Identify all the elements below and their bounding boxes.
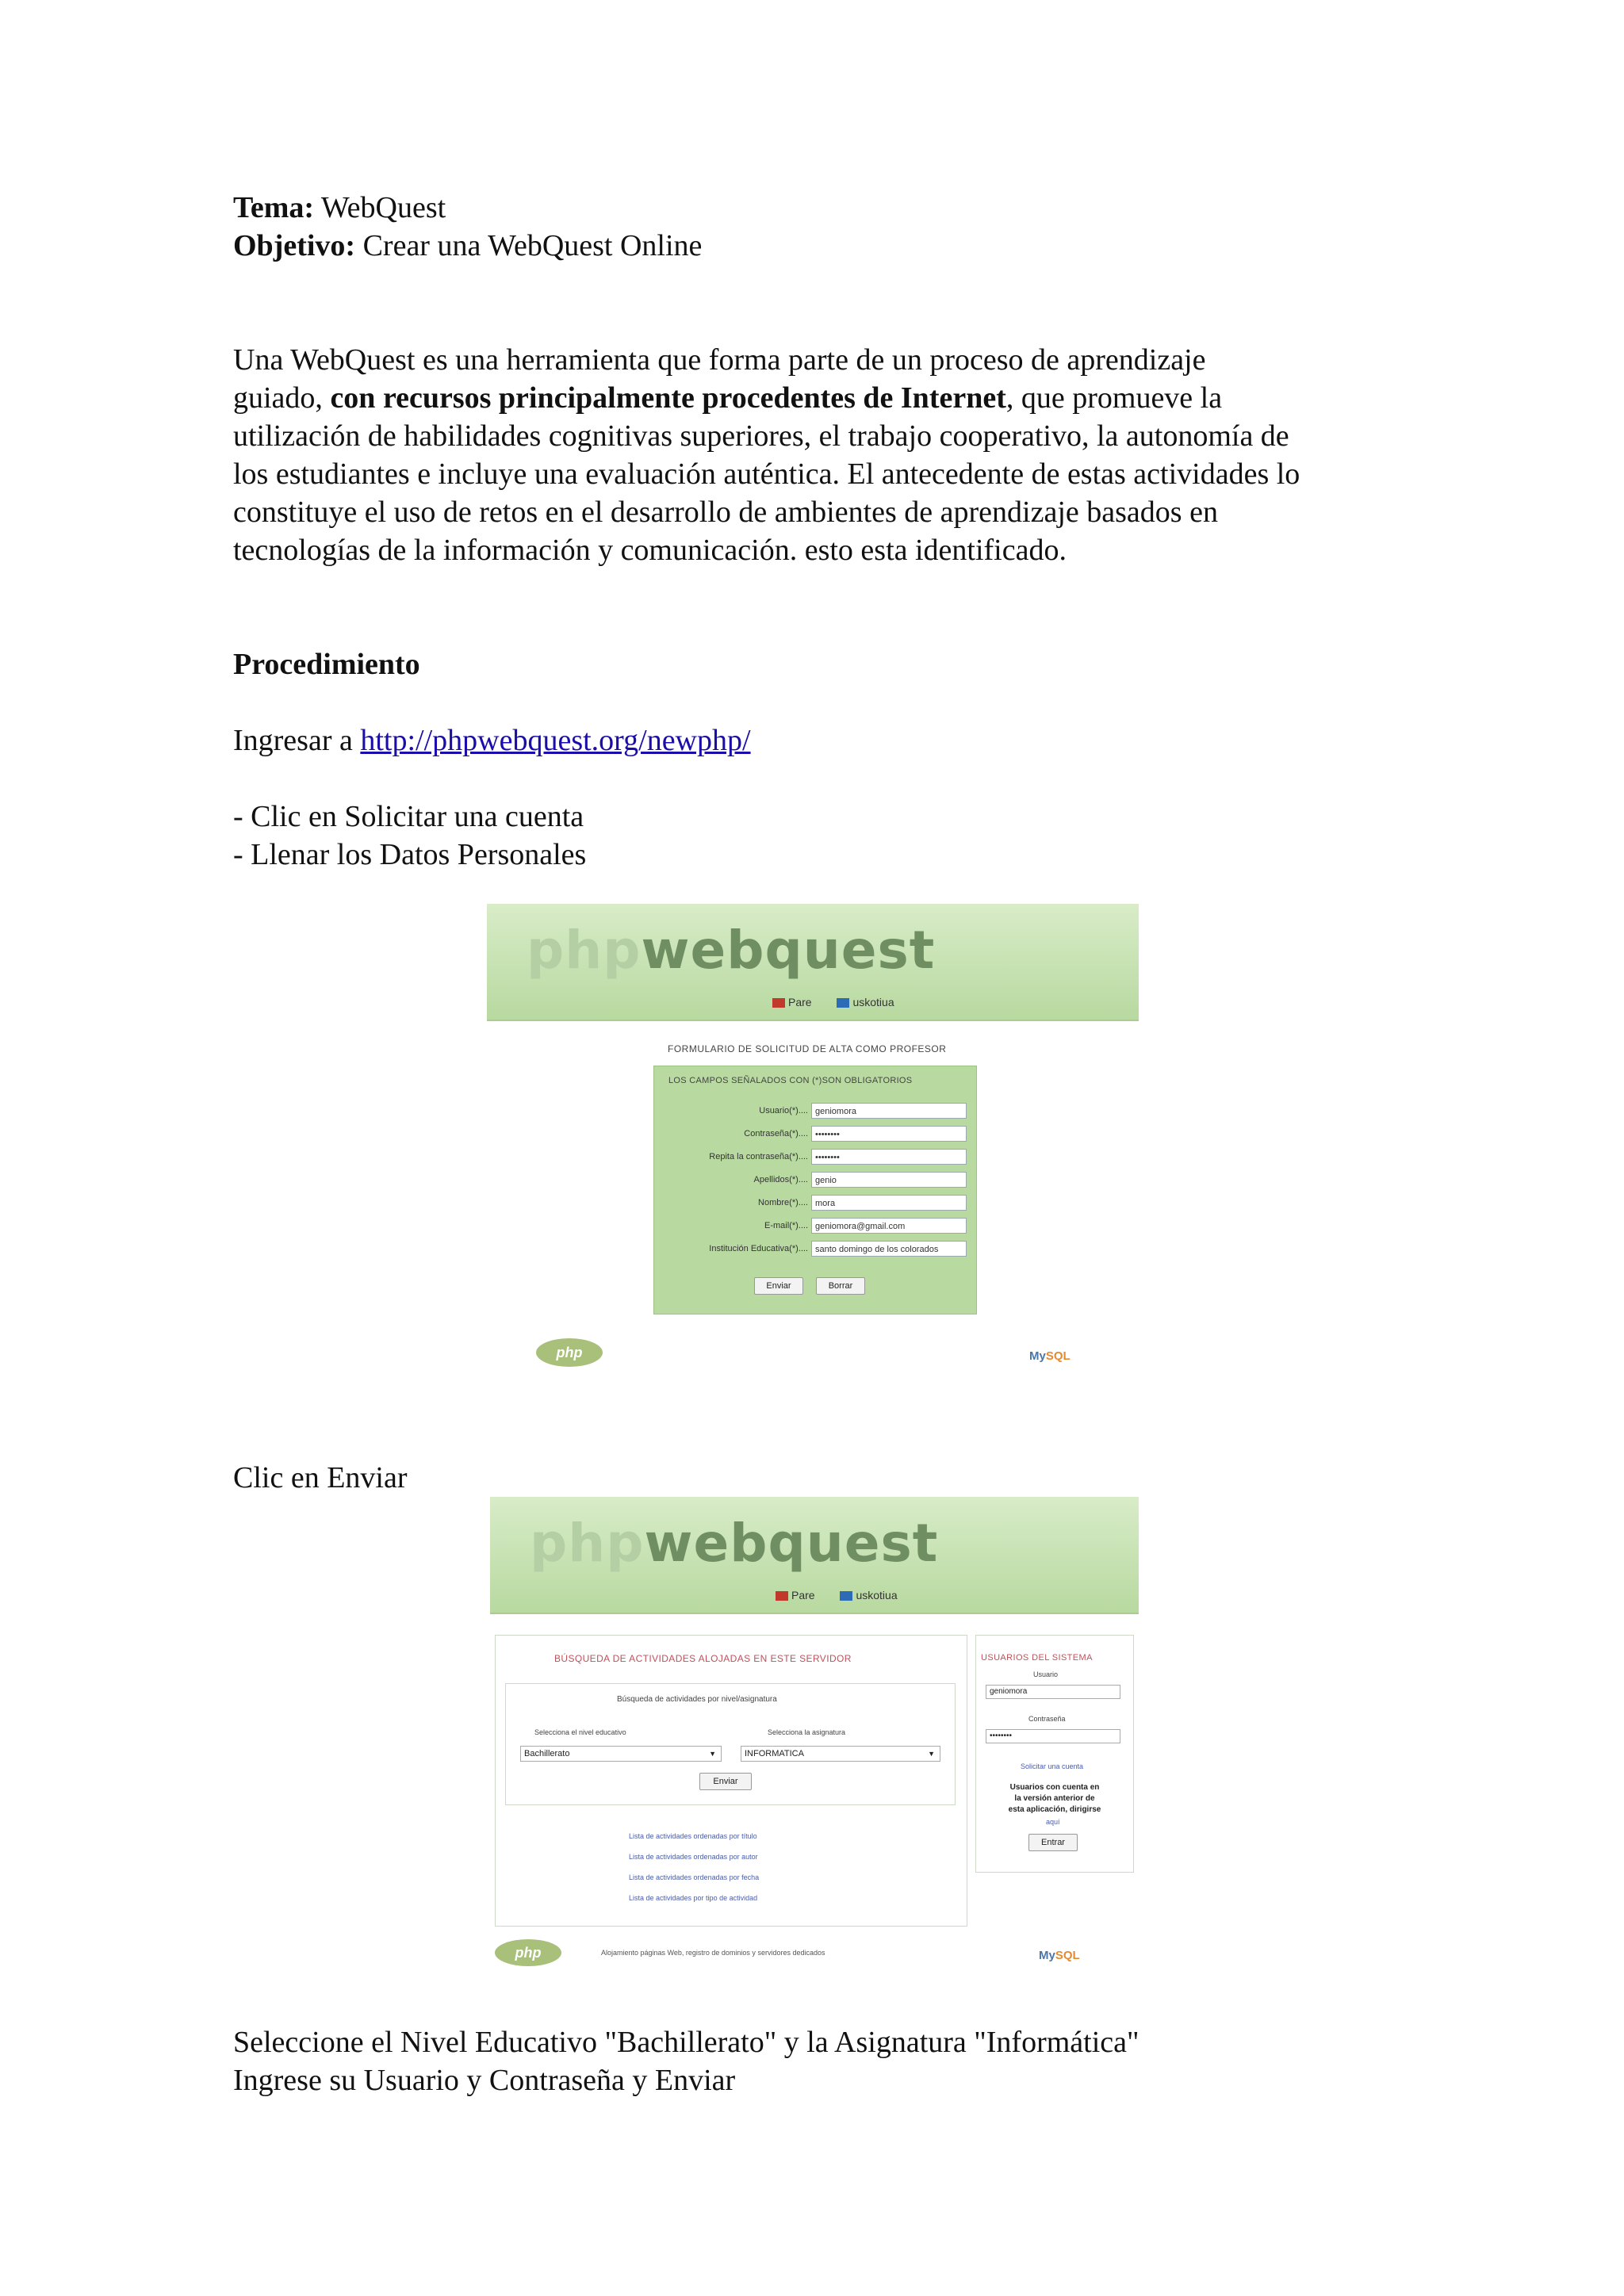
objetivo-label: Objetivo: xyxy=(233,229,356,262)
tema-line xyxy=(233,189,1423,227)
old-version-note-3: esta aplicación, dirigirse xyxy=(1008,1805,1101,1814)
login-usuario-input[interactable]: geniomora xyxy=(986,1685,1120,1699)
flag-icon xyxy=(840,1591,852,1601)
lang-option-1[interactable]: Pare xyxy=(776,1589,826,1601)
intro-line-1: Una WebQuest es una herramienta que forma parte de un proceso de aprendizaje xyxy=(233,343,1206,377)
chevron-down-icon: ▼ xyxy=(928,1750,935,1758)
search-form xyxy=(505,1683,956,1805)
field-row xyxy=(654,1147,976,1168)
intro-line-2a: guiado, xyxy=(233,381,331,415)
ingresar-line xyxy=(233,721,1423,760)
search-title: BÚSQUEDA DE ACTIVIDADES ALOJADAS EN ESTE SERVIDOR xyxy=(554,1653,852,1664)
old-version-note-2: la versión anterior de xyxy=(1014,1794,1095,1803)
tema-value: WebQuest xyxy=(314,191,446,224)
login-password-input[interactable]: •••••••• xyxy=(986,1729,1120,1743)
step-2: - Llenar los Datos Personales xyxy=(233,838,587,871)
step-1: - Clic en Solicitar una cuenta xyxy=(233,800,584,833)
registration-form xyxy=(653,1066,977,1314)
flag-icon xyxy=(772,998,785,1008)
intro-line-2 xyxy=(233,379,1423,417)
lang-option-1[interactable]: Pare xyxy=(772,996,823,1008)
nivel-select[interactable]: Bachillerato ▼ xyxy=(520,1746,722,1762)
procedure-heading: Procedimiento xyxy=(233,648,420,681)
mysql-logo: MySQL xyxy=(1029,1349,1071,1363)
form-required-note: LOS CAMPOS SEÑALADOS CON (*)SON OBLIGATORIOS xyxy=(668,1076,913,1085)
banner xyxy=(490,1497,1139,1614)
phpwebquest-logo: phpwebquest xyxy=(530,1513,939,1574)
field-label: Apellidos(*).... xyxy=(753,1175,808,1184)
intro-line-3: utilización de habilidades cognitivas superiores, el trabajo cooperativo, la autonomía de xyxy=(233,419,1289,453)
users-title: USUARIOS DEL SISTEMA xyxy=(981,1653,1093,1663)
borrar-button[interactable]: Borrar xyxy=(816,1277,865,1295)
field-row xyxy=(654,1101,976,1122)
lang-option-2[interactable]: uskotiua xyxy=(840,1589,908,1601)
enviar-button[interactable]: Enviar xyxy=(754,1277,803,1295)
php-logo: php xyxy=(536,1338,603,1367)
final-line-1: Seleccione el Nivel Educativo "Bachillerato" y la Asignatura "Informática" xyxy=(233,2026,1139,2059)
clic-enviar-text: Clic en Enviar xyxy=(233,1461,408,1494)
objetivo-line xyxy=(233,227,1423,265)
ingresar-text: Ingresar a xyxy=(233,724,361,757)
document-body xyxy=(233,189,1423,874)
footer-hosting-text: Alojamiento páginas Web, registro de dominios y servidores dedicados xyxy=(601,1949,825,1957)
tema-label: Tema: xyxy=(233,191,315,224)
intro-line-6: tecnologías de la información y comunicación. esto esta identificado. xyxy=(233,534,1067,567)
apellidos-input[interactable]: genio xyxy=(811,1172,967,1188)
language-selector xyxy=(772,996,917,1008)
search-panel xyxy=(495,1635,967,1927)
usuario-label: Usuario xyxy=(1033,1670,1059,1678)
intro-line-2c: , que promueve la xyxy=(1005,381,1223,415)
password-label: Contraseña xyxy=(1028,1715,1066,1723)
nivel-label: Selecciona el nivel educativo xyxy=(534,1728,626,1736)
field-row xyxy=(654,1193,976,1214)
institucion-input[interactable]: santo domingo de los colorados xyxy=(811,1241,967,1257)
banner xyxy=(487,904,1139,1021)
field-label: Institución Educativa(*).... xyxy=(709,1244,808,1253)
phpwebquest-logo: phpwebquest xyxy=(527,920,936,981)
search-subtitle: Búsqueda de actividades por nivel/asignatura xyxy=(617,1695,777,1704)
field-label: Usuario(*).... xyxy=(759,1106,808,1115)
list-link-date[interactable]: Lista de actividades ordenadas por fecha xyxy=(629,1873,760,1881)
field-label: Nombre(*).... xyxy=(758,1198,808,1207)
flag-icon xyxy=(837,998,849,1008)
password-input[interactable]: •••••••• xyxy=(811,1126,967,1142)
aqui-link[interactable]: aquí xyxy=(1046,1818,1060,1826)
old-version-note-1: Usuarios con cuenta en xyxy=(1009,1783,1100,1792)
php-logo: php xyxy=(495,1939,561,1966)
field-row xyxy=(654,1216,976,1237)
users-panel xyxy=(975,1635,1134,1873)
email-input[interactable]: geniomora@gmail.com xyxy=(811,1218,967,1234)
form-title: FORMULARIO DE SOLICITUD DE ALTA COMO PROFESOR xyxy=(668,1043,947,1054)
list-link-title[interactable]: Lista de actividades ordenadas por título xyxy=(629,1832,757,1840)
intro-line-4: los estudiantes e incluye una evaluación auténtica. El antecedente de estas actividades lo xyxy=(233,457,1300,491)
list-link-type[interactable]: Lista de actividades por tipo de actividad xyxy=(629,1894,758,1902)
field-row xyxy=(654,1124,976,1145)
intro-bold: con recursos principalmente procedentes de Internet xyxy=(330,381,1006,415)
objetivo-value: Crear una WebQuest Online xyxy=(355,229,703,262)
nombre-input[interactable]: mora xyxy=(811,1195,967,1211)
webquest-link[interactable]: http://phpwebquest.org/newphp/ xyxy=(360,724,751,757)
field-label: E-mail(*).... xyxy=(764,1221,808,1230)
asignatura-label: Selecciona la asignatura xyxy=(768,1728,846,1736)
field-row xyxy=(654,1170,976,1191)
solicitar-cuenta-link[interactable]: Solicitar una cuenta xyxy=(1021,1762,1084,1770)
intro-line-5: constituye el uso de retos en el desarrollo de ambientes de aprendizaje basados en xyxy=(233,496,1218,529)
search-enviar-button[interactable]: Enviar xyxy=(699,1773,752,1790)
final-line-2: Ingrese su Usuario y Contraseña y Enviar xyxy=(233,2064,736,2097)
field-row xyxy=(654,1239,976,1260)
flag-icon xyxy=(776,1591,788,1601)
entrar-button[interactable]: Entrar xyxy=(1028,1834,1078,1851)
repeat-password-input[interactable]: •••••••• xyxy=(811,1149,967,1165)
list-link-author[interactable]: Lista de actividades ordenadas por autor xyxy=(629,1853,758,1861)
field-label: Repita la contraseña(*).... xyxy=(709,1152,808,1161)
lang-option-2[interactable]: uskotiua xyxy=(837,996,905,1008)
registration-screenshot xyxy=(487,904,1139,1381)
language-selector xyxy=(776,1589,920,1601)
asignatura-select[interactable]: INFORMATICA ▼ xyxy=(741,1746,940,1762)
field-label: Contraseña(*).... xyxy=(744,1129,808,1138)
mysql-logo: MySQL xyxy=(1039,1949,1080,1962)
chevron-down-icon: ▼ xyxy=(709,1750,716,1758)
search-screenshot xyxy=(490,1497,1139,1980)
usuario-input[interactable]: geniomora xyxy=(811,1103,967,1119)
